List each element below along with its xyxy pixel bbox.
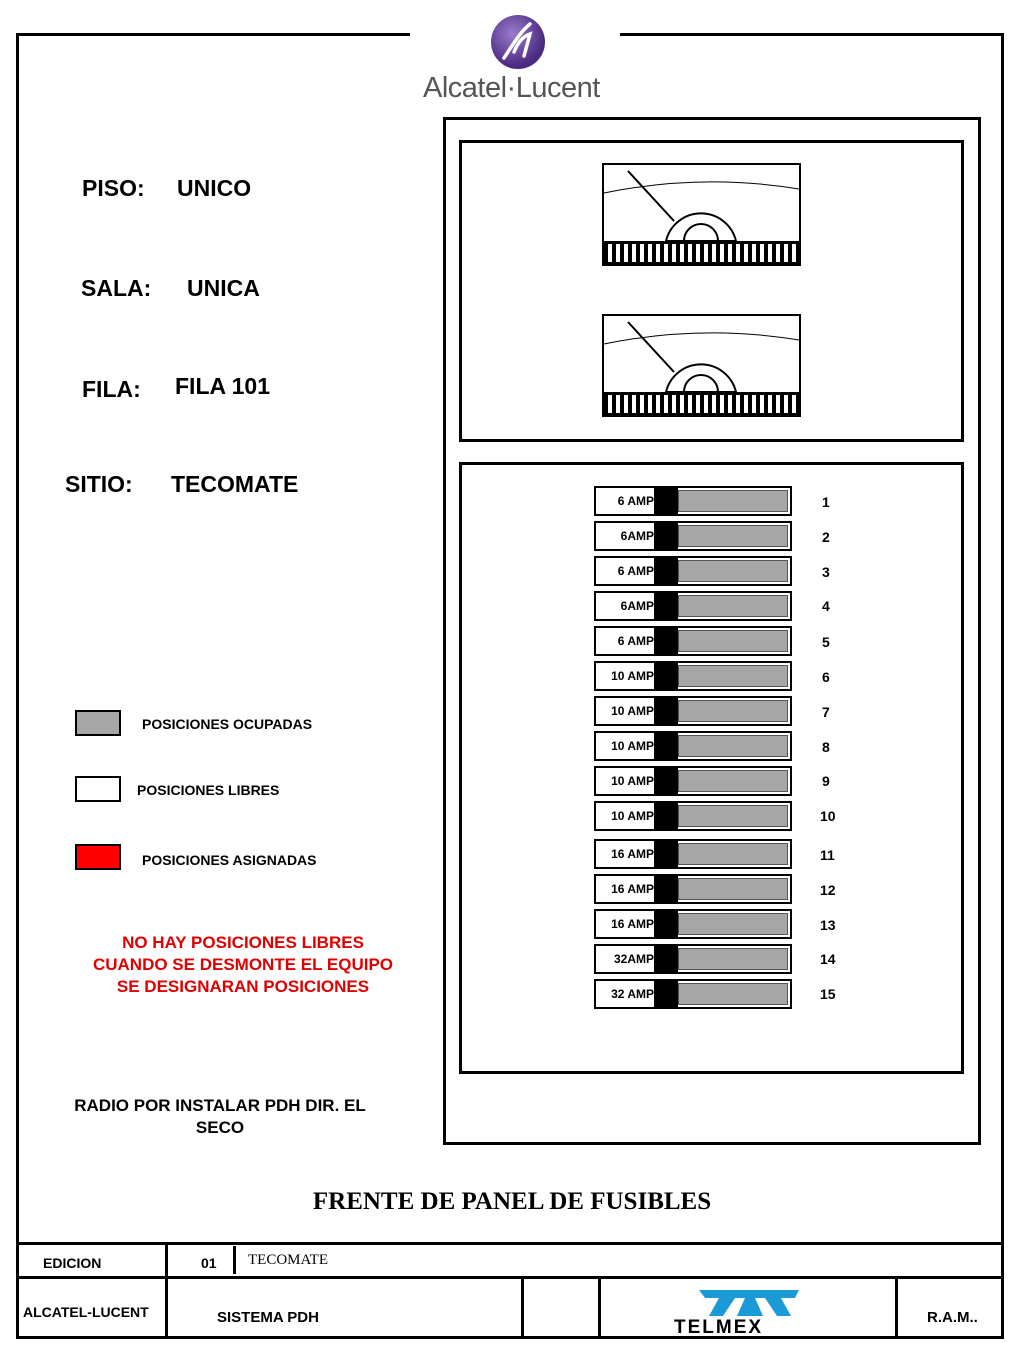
- fuse-number-14: 14: [820, 951, 836, 967]
- fuse-slot-5: [594, 626, 792, 656]
- title-block-divider-2: [233, 1246, 236, 1274]
- fuse-occupied-fill: [678, 665, 788, 687]
- legend-text-ocupadas: POSICIONES OCUPADAS: [142, 716, 313, 732]
- meter-2: [602, 314, 802, 418]
- fuse-number-11: 11: [820, 847, 835, 863]
- fuse-amp-label: 32 AMP: [611, 987, 654, 1001]
- fuse-occupied-fill: [678, 983, 788, 1005]
- fuse-amp-label: 10 AMP: [611, 669, 654, 683]
- fuse-handle: [654, 946, 678, 972]
- fuse-slot-1: [594, 486, 792, 516]
- title-block-author: R.A.M..: [927, 1309, 978, 1326]
- fuse-amp-label: 10 AMP: [611, 809, 654, 823]
- red-note-line2: CUANDO SE DESMONTE EL EQUIPO: [92, 955, 394, 974]
- fuse-amp-label: 6 AMP: [617, 634, 654, 648]
- fuse-slot-10: [594, 801, 792, 831]
- fuse-amp-label: 6 AMP: [617, 494, 654, 508]
- fuse-slot-4: [594, 591, 792, 621]
- fuse-slot-2: [594, 521, 792, 551]
- fuse-amp-label: 10 AMP: [611, 739, 654, 753]
- fuse-occupied-fill: [678, 595, 788, 617]
- fuse-amp-label: 6AMP: [620, 529, 654, 543]
- fuse-slot-6: [594, 661, 792, 691]
- red-note: [60, 932, 426, 998]
- edicion-label: EDICION: [43, 1255, 102, 1271]
- drawing-title: FRENTE DE PANEL DE FUSIBLES: [312, 1188, 712, 1215]
- fuse-slot-15: [594, 979, 792, 1009]
- fuse-number-15: 15: [820, 986, 836, 1002]
- fuse-amp-label: 16 AMP: [611, 882, 654, 896]
- fuse-occupied-fill: [678, 560, 788, 582]
- fuse-occupied-fill: [678, 770, 788, 792]
- fuse-number-6: 6: [822, 669, 830, 685]
- fuse-handle: [654, 558, 678, 584]
- fuse-handle: [654, 523, 678, 549]
- fuse-occupied-fill: [678, 878, 788, 900]
- fuse-handle: [654, 876, 678, 902]
- fuse-amp-label: 10 AMP: [611, 774, 654, 788]
- radio-note-line2: SECO: [195, 1118, 245, 1137]
- title-block-divider-1: [165, 1242, 168, 1339]
- fuse-handle: [654, 663, 678, 689]
- telmex-logo-text: TELMEX: [674, 1317, 764, 1338]
- fuse-number-8: 8: [822, 739, 830, 755]
- fuse-slot-14: [594, 944, 792, 974]
- fuse-slot-8: [594, 731, 792, 761]
- title-block-divider-3: [521, 1278, 524, 1339]
- radio-note: [50, 1095, 390, 1139]
- fuse-amp-label: 16 AMP: [611, 847, 654, 861]
- sitio-value: TECOMATE: [171, 471, 299, 497]
- fuse-number-9: 9: [822, 773, 830, 789]
- legend-text-libres: POSICIONES LIBRES: [137, 782, 280, 798]
- fuse-occupied-fill: [678, 843, 788, 865]
- fuse-handle: [654, 628, 678, 654]
- title-block-company: ALCATEL-LUCENT: [23, 1304, 149, 1320]
- fuse-occupied-fill: [678, 525, 788, 547]
- fuse-handle: [654, 593, 678, 619]
- telmex-logo-icon: [695, 1286, 805, 1320]
- fuse-slot-9: [594, 766, 792, 796]
- title-block-divider-4: [598, 1278, 601, 1339]
- fuse-occupied-fill: [678, 490, 788, 512]
- piso-value: UNICO: [177, 175, 252, 201]
- title-block-divider-5: [895, 1278, 898, 1339]
- fila-value: FILA 101: [175, 373, 271, 399]
- fuse-slot-3: [594, 556, 792, 586]
- radio-note-line1: RADIO POR INSTALAR PDH DIR. EL: [74, 1096, 366, 1115]
- fuse-occupied-fill: [678, 913, 788, 935]
- fuse-slot-13: [594, 909, 792, 939]
- fuse-amp-label: 32AMP: [613, 952, 654, 966]
- telmex-logo: [668, 1286, 808, 1338]
- fuse-number-5: 5: [822, 634, 830, 650]
- fuse-occupied-fill: [678, 735, 788, 757]
- fuse-number-13: 13: [820, 917, 836, 933]
- fila-label: FILA:: [82, 376, 141, 402]
- fuse-number-3: 3: [822, 564, 830, 580]
- fuse-number-12: 12: [820, 882, 836, 898]
- fuse-handle: [654, 981, 678, 1007]
- legend-swatch-libres: [75, 776, 121, 802]
- title-block-system: SISTEMA PDH: [217, 1309, 319, 1326]
- fuse-amp-label: 10 AMP: [611, 704, 654, 718]
- fuse-slot-12: [594, 874, 792, 904]
- fuse-handle: [654, 733, 678, 759]
- fuse-occupied-fill: [678, 948, 788, 970]
- fuse-slot-11: [594, 839, 792, 869]
- fuse-occupied-fill: [678, 630, 788, 652]
- piso-label: PISO:: [82, 175, 145, 201]
- legend-swatch-asignadas: [75, 844, 121, 870]
- fuse-handle: [654, 803, 678, 829]
- fuse-number-7: 7: [822, 704, 830, 720]
- fuse-amp-label: 6AMP: [620, 599, 654, 613]
- title-block-site: TECOMATE: [248, 1252, 328, 1268]
- fuse-handle: [654, 698, 678, 724]
- fuse-amp-label: 6 AMP: [617, 564, 654, 578]
- alcatel-lucent-logo: [420, 12, 620, 107]
- sala-label: SALA:: [81, 275, 152, 301]
- legend-swatch-ocupadas: [75, 710, 121, 736]
- legend-text-asignadas: POSICIONES ASIGNADAS: [142, 852, 317, 868]
- red-note-line1: NO HAY POSICIONES LIBRES: [122, 933, 364, 952]
- edicion-value: 01: [201, 1255, 217, 1271]
- sala-value: UNICA: [187, 275, 260, 301]
- sitio-label: SITIO:: [65, 471, 133, 497]
- fuse-number-10: 10: [820, 808, 836, 824]
- fuse-number-2: 2: [822, 529, 830, 545]
- fuse-slot-7: [594, 696, 792, 726]
- meter-1: [602, 163, 802, 267]
- fuse-handle: [654, 488, 678, 514]
- fuse-occupied-fill: [678, 700, 788, 722]
- fuse-number-4: 4: [822, 598, 830, 614]
- fuse-handle: [654, 841, 678, 867]
- fuse-handle: [654, 768, 678, 794]
- fuse-amp-label: 16 AMP: [611, 917, 654, 931]
- fuse-number-1: 1: [822, 494, 830, 510]
- alcatel-lucent-logo-text: Alcatel·Lucent: [423, 72, 600, 104]
- fuse-handle: [654, 911, 678, 937]
- fuse-occupied-fill: [678, 805, 788, 827]
- red-note-line3: SE DESIGNARAN POSICIONES: [116, 977, 370, 996]
